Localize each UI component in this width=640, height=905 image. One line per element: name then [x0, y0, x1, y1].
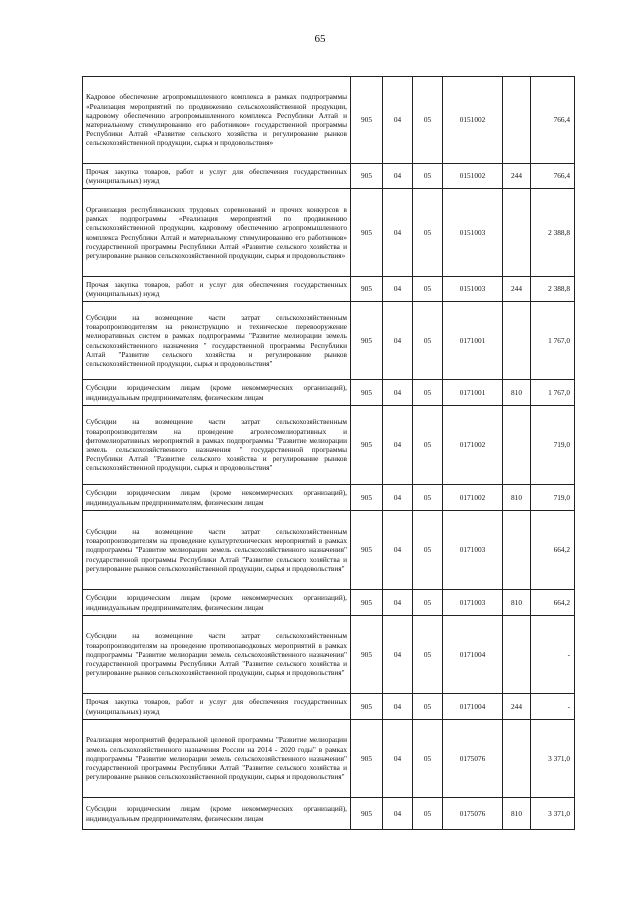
target-code: 0151003 [443, 189, 503, 277]
subsection-code: 05 [413, 694, 443, 720]
ministry-code: 905 [351, 511, 383, 590]
subsection-code: 05 [413, 380, 443, 406]
section-code: 04 [383, 77, 413, 164]
ministry-code: 905 [351, 380, 383, 406]
expense-code [503, 302, 531, 380]
section-code: 04 [383, 720, 413, 798]
amount: 2 388,8 [531, 189, 575, 277]
row-name: Субсидии на возмещение части затрат сельскохозяйственным товаропроизводителям на реконструкцию и техническое перевооружение мелиоративных систем в рамках подпрограммы "Развитие мелиорации земель сельскохозяйственного назначения " государственной программы Республики Алтай "Развитие сельского хозяйства и регулирование рынков сельскохозяйственной продукции, сырья и продовольствия" [83, 302, 351, 380]
ministry-code: 905 [351, 406, 383, 485]
table-row [83, 485, 575, 511]
amount: 1 767,0 [531, 302, 575, 380]
ministry-code: 905 [351, 616, 383, 694]
row-name: Прочая закупка товаров, работ и услуг для обеспечения государственных (муниципальных) нужд [83, 164, 351, 189]
expense-code: 810 [503, 380, 531, 406]
row-name: Кадровое обеспечение агропромышленного комплекса в рамках подпрограммы «Реализация мероприятий по продвижению сельскохозяйственной продукции, кадровому обеспечению агропромышленного комплекса Республики Алтай и материальному стимулированию его работников» государственной программы Республики Алтай «Развитие сельского хозяйства и регулирование рынков сельскохозяйственной продукции, сырья и продовольствия» [83, 77, 351, 164]
expense-code [503, 406, 531, 485]
amount: 766,4 [531, 164, 575, 189]
target-code: 0151003 [443, 277, 503, 302]
target-code: 0151002 [443, 77, 503, 164]
row-name: Субсидии на возмещение части затрат сельскохозяйственным товаропроизводителям на проведение культуртехнических мероприятий в рамках подпрограммы "Развитие мелиорации земель сельскохозяйственного назначения" государственной программы Республики Алтай "Развитие сельского хозяйства и регулирование рынков сельскохозяйственной продукции, сырья и продовольствия" [83, 511, 351, 590]
amount: 1 767,0 [531, 380, 575, 406]
budget-table [82, 76, 575, 830]
table-row [83, 406, 575, 485]
section-code: 04 [383, 164, 413, 189]
expense-code: 244 [503, 694, 531, 720]
ministry-code: 905 [351, 77, 383, 164]
ministry-code: 905 [351, 720, 383, 798]
table-row [83, 694, 575, 720]
ministry-code: 905 [351, 277, 383, 302]
row-name: Субсидии на возмещение части затрат сельскохозяйственным товаропроизводителям на проведение агролесомелиоративных и фитомелиоративных мероприятий в рамках подпрограммы "Развитие мелиорации земель сельскохозяйственного назначения " государственной программы Республики Алтай "Развитие сельского хозяйства и регулирование рынков сельскохозяйственной продукции, сырья и продовольствия" [83, 406, 351, 485]
table-row [83, 277, 575, 302]
amount: 766,4 [531, 77, 575, 164]
section-code: 04 [383, 485, 413, 511]
target-code: 0171004 [443, 616, 503, 694]
ministry-code: 905 [351, 694, 383, 720]
section-code: 04 [383, 616, 413, 694]
section-code: 04 [383, 277, 413, 302]
ministry-code: 905 [351, 485, 383, 511]
section-code: 04 [383, 511, 413, 590]
row-name: Субсидии юридическим лицам (кроме некоммерческих организаций), индивидуальным предпринимателям, физическим лицам [83, 380, 351, 406]
subsection-code: 05 [413, 590, 443, 616]
section-code: 04 [383, 406, 413, 485]
expense-code [503, 189, 531, 277]
expense-code [503, 77, 531, 164]
table-row [83, 164, 575, 189]
subsection-code: 05 [413, 485, 443, 511]
row-name: Субсидии на возмещение части затрат сельскохозяйственным товаропроизводителям на проведение противопаводковых мероприятий в рамках подпрограммы "Развитие мелиорации земель сельскохозяйственного назначения" государственной программы Республики Алтай "Развитие сельского хозяйства и регулирование рынков сельскохозяйственной продукции, сырья и продовольствия" [83, 616, 351, 694]
table-row [83, 77, 575, 164]
table-row [83, 189, 575, 277]
amount: - [531, 616, 575, 694]
section-code: 04 [383, 694, 413, 720]
amount: 3 371,0 [531, 720, 575, 798]
target-code: 0175076 [443, 720, 503, 798]
row-name: Реализация мероприятий федеральной целевой программы "Развитие мелиорации земель сельскохозяйственного назначения России на 2014 - 2020 годы" в рамках подпрограммы "Развитие мелиорации земель сельскохозяйственного назначения" государственной программы Республики Алтай "Развитие сельского хозяйства и регулирование рынков сельскохозяйственной продукции, сырья и продовольствия" [83, 720, 351, 798]
ministry-code: 905 [351, 189, 383, 277]
subsection-code: 05 [413, 798, 443, 830]
page-number: 65 [314, 33, 326, 45]
expense-code: 810 [503, 590, 531, 616]
expense-code: 244 [503, 164, 531, 189]
section-code: 04 [383, 590, 413, 616]
amount: 3 371,0 [531, 798, 575, 830]
row-name: Прочая закупка товаров, работ и услуг для обеспечения государственных (муниципальных) нужд [83, 277, 351, 302]
section-code: 04 [383, 798, 413, 830]
subsection-code: 05 [413, 720, 443, 798]
ministry-code: 905 [351, 590, 383, 616]
ministry-code: 905 [351, 302, 383, 380]
expense-code [503, 511, 531, 590]
amount: 719,0 [531, 485, 575, 511]
target-code: 0171003 [443, 511, 503, 590]
expense-code [503, 616, 531, 694]
subsection-code: 05 [413, 406, 443, 485]
subsection-code: 05 [413, 511, 443, 590]
table-row [83, 302, 575, 380]
table-row [83, 380, 575, 406]
subsection-code: 05 [413, 277, 443, 302]
target-code: 0175076 [443, 798, 503, 830]
target-code: 0171001 [443, 302, 503, 380]
subsection-code: 05 [413, 302, 443, 380]
table-row [83, 590, 575, 616]
ministry-code: 905 [351, 164, 383, 189]
amount: 664,2 [531, 590, 575, 616]
subsection-code: 05 [413, 616, 443, 694]
section-code: 04 [383, 189, 413, 277]
table-row [83, 511, 575, 590]
section-code: 04 [383, 380, 413, 406]
table-row [83, 720, 575, 798]
subsection-code: 05 [413, 189, 443, 277]
row-name: Субсидии юридическим лицам (кроме некоммерческих организаций), индивидуальным предпринимателям, физическим лицам [83, 590, 351, 616]
expense-code: 244 [503, 277, 531, 302]
row-name: Субсидии юридическим лицам (кроме некоммерческих организаций), индивидуальным предпринимателям, физическим лицам [83, 798, 351, 830]
expense-code: 810 [503, 798, 531, 830]
amount: 664,2 [531, 511, 575, 590]
target-code: 0171001 [443, 380, 503, 406]
row-name: Субсидии юридическим лицам (кроме некоммерческих организаций), индивидуальным предпринимателям, физическим лицам [83, 485, 351, 511]
target-code: 0171004 [443, 694, 503, 720]
row-name: Прочая закупка товаров, работ и услуг для обеспечения государственных (муниципальных) нужд [83, 694, 351, 720]
amount: 2 388,8 [531, 277, 575, 302]
target-code: 0171003 [443, 590, 503, 616]
section-code: 04 [383, 302, 413, 380]
amount: - [531, 694, 575, 720]
target-code: 0171002 [443, 406, 503, 485]
table-row [83, 616, 575, 694]
expense-code [503, 720, 531, 798]
target-code: 0171002 [443, 485, 503, 511]
amount: 719,0 [531, 406, 575, 485]
ministry-code: 905 [351, 798, 383, 830]
subsection-code: 05 [413, 164, 443, 189]
target-code: 0151002 [443, 164, 503, 189]
row-name: Организация республиканских трудовых соревнований и прочих конкурсов в рамках подпрограммы «Реализация мероприятий по продвижению сельскохозяйственной продукции, кадровому обеспечению агропромышленного комплекса Республики Алтай и материальному стимулированию его работников» государственной программы Республики Алтай «Развитие сельского хозяйства и регулирование рынков сельскохозяйственной продукции, сырья и продовольствия» [83, 189, 351, 277]
subsection-code: 05 [413, 77, 443, 164]
table-row [83, 798, 575, 830]
expense-code: 810 [503, 485, 531, 511]
